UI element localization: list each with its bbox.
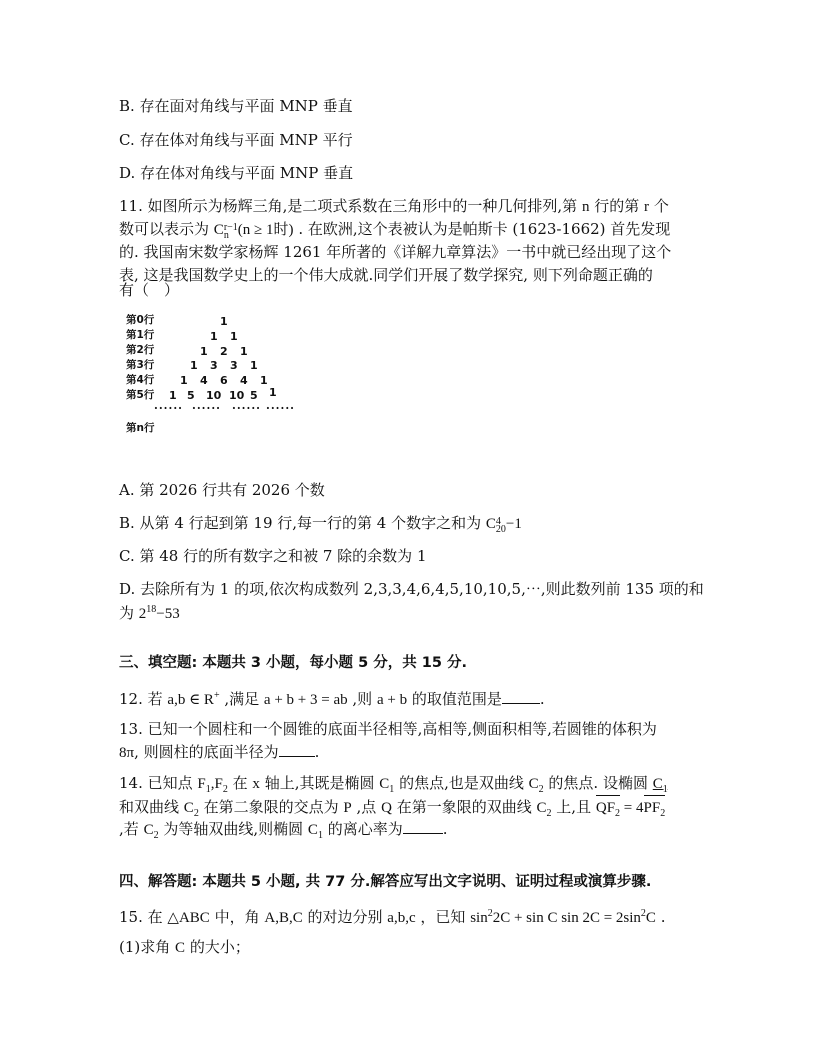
triangle-number: 10 <box>229 389 245 402</box>
row-label-5: 第5行 <box>126 389 155 401</box>
vector-arrow-icon <box>596 795 620 796</box>
triangle-number: 5 <box>250 389 258 402</box>
ellipsis-dots: ...... <box>266 399 295 412</box>
triangle-number: 2 <box>220 345 228 358</box>
q14-line-3: ,若 $C_2$ 为等轴双曲线,则椭圆 $C_1$ 的离心率为 . <box>119 820 448 841</box>
q11-line-3: 的. 我国南宋数学家杨辉 1261 年所著的《详解九章算法》一书中就已经出现了这个 <box>119 243 672 261</box>
triangle-number: 4 <box>200 374 208 387</box>
answer-blank[interactable] <box>502 703 540 704</box>
triangle-number: 4 <box>240 374 248 387</box>
row-label-n: 第n行 <box>126 422 155 434</box>
q10-option-c: C. 存在体对角线与平面 MNP 平行 <box>119 131 353 149</box>
triangle-number: 1 <box>220 315 228 328</box>
row-label-1: 第1行 <box>126 329 155 341</box>
triangle-number: 1 <box>250 359 258 372</box>
row-label-0: 第0行 <box>126 314 155 326</box>
triangle-number: 1 <box>200 345 208 358</box>
triangle-number: 1 <box>190 359 198 372</box>
q11-line-4: 表, 这是我国数学史上的一个伟大成就.同学们开展了数学探究, 则下列命题正确的 <box>119 266 653 284</box>
triangle-number: 10 <box>206 389 222 402</box>
binomial-coefficient: C 4 20 −1 <box>485 516 522 535</box>
q15-line-1: 15. 在 △ABC 中，角 A,B,C 的对边分别 a,b,c ，已知 $\sin^22C + \sin C$ $\sin 2C = 2\sin^2C$ . <box>119 908 666 926</box>
triangle-number: 3 <box>210 359 218 372</box>
q11-line-2: 数可以表示为 C r−1 n (n ≥ 1时) . 在欧洲,这个表被认为是帕斯卡 (1623-1662) 首先发现 <box>119 220 671 241</box>
binomial-coefficient: C r−1 n (n ≥ 1时) <box>213 222 294 241</box>
triangle-number: 1 <box>230 330 238 343</box>
answer-blank[interactable] <box>279 756 315 757</box>
q11-option-a: A. 第 2026 行共有 2026 个数 <box>119 481 325 499</box>
section-3-title: 三、填空题: 本题共 3 小题，每小题 5 分，共 15 分. <box>119 655 467 671</box>
q11-option-c: C. 第 48 行的所有数字之和被 7 除的余数为 1 <box>119 547 427 565</box>
triangle-number: 3 <box>230 359 238 372</box>
q11-line-5: 有（ ） <box>119 281 180 299</box>
triangle-number: 1 <box>180 374 188 387</box>
q15-part-1: (1)求角 C 的大小； <box>119 938 250 956</box>
q13-line-1: 13. 已知一个圆柱和一个圆锥的底面半径相等,高相等,侧面积相等,若圆锥的体积为 <box>119 720 657 738</box>
q11-line-1: 11. 如图所示为杨辉三角,是二项式系数在三角形中的一种几何排列,第 n 行的第 r 个 <box>119 197 669 215</box>
triangle-number: 1 <box>240 345 248 358</box>
q12: 12. 若 a,b ∈ R+ ,满足 a + b + 3 = ab ,则 a + b 的取值范围是 . <box>119 690 545 708</box>
q10-option-b: B. 存在面对角线与平面 MNP 垂直 <box>119 97 353 115</box>
row-label-3: 第3行 <box>126 359 155 371</box>
row-label-2: 第2行 <box>126 344 155 356</box>
q10-option-d: D. 存在体对角线与平面 MNP 垂直 <box>119 164 354 182</box>
q11-option-d-line-2: 为 $2^{18}-53$ <box>119 604 180 622</box>
q13-line-2: 8π, 则圆柱的底面半径为 . <box>119 743 320 761</box>
ellipsis-dots: ...... <box>154 399 183 412</box>
triangle-number: 1 <box>269 386 277 399</box>
ellipsis-dots: ...... <box>232 399 261 412</box>
section-4-title: 四、解答题: 本题共 5 小题, 共 77 分.解答应写出文字说明、证明过程或演算步骤. <box>119 874 652 890</box>
triangle-number: 1 <box>169 389 177 402</box>
q14-line-1: 14. 已知点 $F_1,F_2$ 在 x 轴上,其既是椭圆 $C_1$ 的焦点,也是双曲线 $C_2$ 的焦点. 设椭圆 $C_1$ <box>119 774 668 795</box>
triangle-number: 1 <box>210 330 218 343</box>
q14-line-2: 和双曲线 $C_2$ 在第二象限的交点为 P ,点 Q 在第一象限的双曲线 $C_2$ 上,且 $QF_2 = 4$ $PF_2$ <box>119 797 665 824</box>
q11-option-b: B. 从第 4 行起到第 19 行,每一行的第 4 个数字之和为 C 4 20 −1 <box>119 514 522 535</box>
triangle-number: 5 <box>187 389 195 402</box>
yanghui-triangle-figure <box>126 313 306 439</box>
q11-option-d-line-1: D. 去除所有为 1 的项,依次构成数列 2,3,3,4,6,4,5,10,10,5,⋯,则此数列前 135 项的和 <box>119 580 704 598</box>
answer-blank[interactable] <box>403 833 443 834</box>
triangle-number: 6 <box>220 374 228 387</box>
vector-equation: $QF_2 = 4$ $PF_2$ <box>596 800 665 816</box>
row-label-4: 第4行 <box>126 374 155 386</box>
triangle-number: 1 <box>260 374 268 387</box>
vector-arrow-icon <box>644 795 666 796</box>
ellipsis-dots: ...... <box>192 399 221 412</box>
